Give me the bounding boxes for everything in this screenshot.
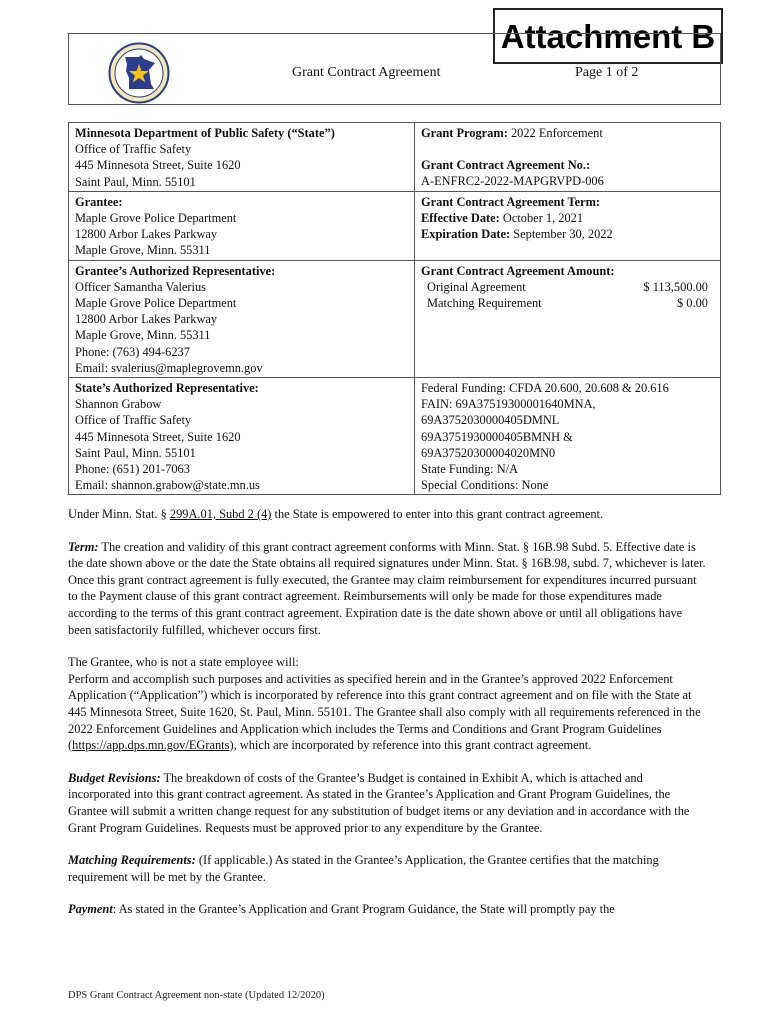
- state-cell: [69, 123, 415, 192]
- grantee-paragraph: The Grantee, who is not a state employee will: Perform and accomplish such purposes and activities as specified herein and in the Grantee’s approved 2022 Enforcement Application (“Application”) which is incorporated by reference into this grant contract agreement and on file with the State at 445 Minnesota Street, Suite 1620, St. Paul, Minn. 55101. The Grantee shall also comply with all requirements referenced in the 2022 Enforcement Guidelines and Application which includes the Terms and Conditions and Grant Program Guidelines (https://app.dps.mn.gov/EGrants), which are incorporated by reference into this grant contract agreement.: [68, 655, 701, 753]
- agreement-info-table: [68, 122, 721, 495]
- state-rep-label: State’s Authorized Representative:: [75, 381, 259, 396]
- statute-paragraph: Under Minn. Stat. § 299A.01, Subd 2 (4) the State is empowered to enter into this grant contract agreement.: [68, 507, 604, 521]
- state-rep-city: Saint Paul, Minn. 55101: [75, 445, 196, 460]
- grantee-cell: [69, 191, 415, 260]
- grantee-rep-street: 12800 Arbor Lakes Parkway: [75, 312, 218, 327]
- expiration-date-value: September 30, 2022: [513, 227, 613, 242]
- grantee-rep-org: Maple Grove Police Department: [75, 296, 237, 311]
- minnesota-dps-seal-icon: [108, 42, 170, 104]
- fain-line-1: FAIN: 69A37519300001640MNA,: [421, 397, 596, 412]
- state-office: Office of Traffic Safety: [75, 142, 192, 157]
- original-agreement-row: [421, 279, 714, 295]
- effective-date-label: Effective Date:: [421, 211, 500, 226]
- grantee-label: Grantee:: [75, 194, 123, 209]
- budget-paragraph: Budget Revisions: The breakdown of costs of the Grantee’s Budget is contained in Exhibit A, which is attached and incorporated into this grant contract agreement. As stated in the Grantee’s Application and Grant Program Guidelines, the Grantee will submit a written change request for any substitution of budget items or any deviation and in accordance with the Grant Program Guidelines. Requests must be approved prior to any expenditure by the Grantee.: [68, 770, 690, 835]
- payment-heading: Payment: [68, 902, 113, 917]
- grantee-city: Maple Grove, Minn. 55311: [75, 243, 211, 258]
- grantee-rep-cell: [69, 260, 415, 377]
- state-rep-email: Email: shannon.grabow@state.mn.us: [75, 478, 260, 493]
- grantee-rep-email: Email: svalerius@maplegrovemn.gov: [75, 360, 263, 375]
- payment-paragraph: Payment: As stated in the Grantee’s Application and Grant Program Guidance, the State will promptly pay the: [68, 902, 615, 917]
- grantee-street: 12800 Arbor Lakes Parkway: [75, 227, 218, 242]
- term-heading: Term:: [68, 539, 99, 554]
- grant-program-value: 2022 Enforcement: [510, 126, 603, 140]
- document-title: Grant Contract Agreement: [292, 65, 441, 80]
- state-rep-cell: [69, 378, 415, 495]
- fain-line-3: 69A3751930000405BMNH &: [421, 429, 573, 444]
- matching-requirement-label: Matching Requirement: [427, 296, 542, 311]
- grantee-name: Maple Grove Police Department: [75, 211, 237, 226]
- original-agreement-label: Original Agreement: [427, 279, 526, 294]
- grant-program-label: Grant Program:: [421, 126, 508, 140]
- attachment-label: Attachment B: [493, 8, 723, 64]
- statute-link[interactable]: 299A.01, Subd 2 (4): [169, 507, 272, 521]
- state-rep-street: 445 Minnesota Street, Suite 1620: [75, 429, 241, 444]
- agreement-no-value: A-ENFRC2-2022-MAPGRVPD-006: [421, 174, 604, 189]
- grantee-rep-city: Maple Grove, Minn. 55311: [75, 328, 211, 343]
- state-rep-phone: Phone: (651) 201-7063: [75, 462, 190, 477]
- matching-requirement-value: $ 0.00: [677, 296, 708, 311]
- page-footer: DPS Grant Contract Agreement non-state (Updated 12/2020): [68, 990, 325, 1001]
- agreement-no-label: Grant Contract Agreement No.:: [421, 158, 591, 173]
- state-rep-name: Shannon Grabow: [75, 397, 162, 412]
- matching-paragraph: Matching Requirements: (If applicable.) As stated in the Grantee’s Application, the Grantee certifies that the matching requirement will be met by the Grantee.: [68, 853, 659, 884]
- page-number: Page 1 of 2: [575, 65, 639, 80]
- original-agreement-value: $ 113,500.00: [643, 279, 708, 294]
- state-rep-office: Office of Traffic Safety: [75, 413, 192, 428]
- state-city: Saint Paul, Minn. 55101: [75, 174, 196, 189]
- matching-requirement-row: [421, 295, 714, 311]
- grantee-rep-phone: Phone: (763) 494-6237: [75, 344, 190, 359]
- expiration-date-label: Expiration Date:: [421, 227, 511, 242]
- grantee-rep-label: Grantee’s Authorized Representative:: [75, 263, 276, 278]
- state-street: 445 Minnesota Street, Suite 1620: [75, 158, 241, 173]
- agreement-body: [68, 506, 708, 934]
- grantee-rep-name: Officer Samantha Valerius: [75, 279, 206, 294]
- program-cell: [415, 123, 721, 192]
- term-cell: [415, 191, 721, 260]
- amount-cell: [415, 260, 721, 377]
- matching-heading: Matching Requirements:: [68, 853, 196, 868]
- budget-heading: Budget Revisions:: [68, 770, 161, 785]
- funding-cell: [415, 378, 721, 495]
- egrants-link[interactable]: https://app.dps.mn.gov/EGrants: [72, 738, 230, 753]
- grantee-intro: The Grantee, who is not a state employee will:: [68, 655, 299, 670]
- effective-date-value: October 1, 2021: [502, 211, 584, 226]
- term-paragraph: Term: The creation and validity of this grant contract agreement conforms with Minn. Stat. § 16B.98 Subd. 5. Effective date is the date shown above or the date the State obtains all required signatures under Minn. Stat. § 16B.98, subd. 7, whichever is later. Once this grant contract agreement is fully executed, the Grantee may claim reimbursement for expenditures incurred pursuant to the Payment clause of this grant contract agreement. Reimbursements will only be made for those expenditures made according to the terms of this grant contract agreement. Expiration date is the date shown above or until all obligations have been satisfactorily fulfilled, whichever occurs first.: [68, 539, 706, 637]
- state-funding: State Funding: N/A: [421, 462, 519, 477]
- special-conditions: Special Conditions: None: [421, 478, 549, 493]
- term-label: Grant Contract Agreement Term:: [421, 194, 601, 209]
- federal-funding: Federal Funding: CFDA 20.600, 20.608 & 20.616: [421, 381, 669, 396]
- state-name: Minnesota Department of Public Safety (“State”): [75, 126, 335, 140]
- amount-label: Grant Contract Agreement Amount:: [421, 263, 615, 278]
- fain-line-2: 69A3752030000405DMNL: [421, 413, 560, 428]
- fain-line-4: 69A37520300004020MN0: [421, 445, 556, 460]
